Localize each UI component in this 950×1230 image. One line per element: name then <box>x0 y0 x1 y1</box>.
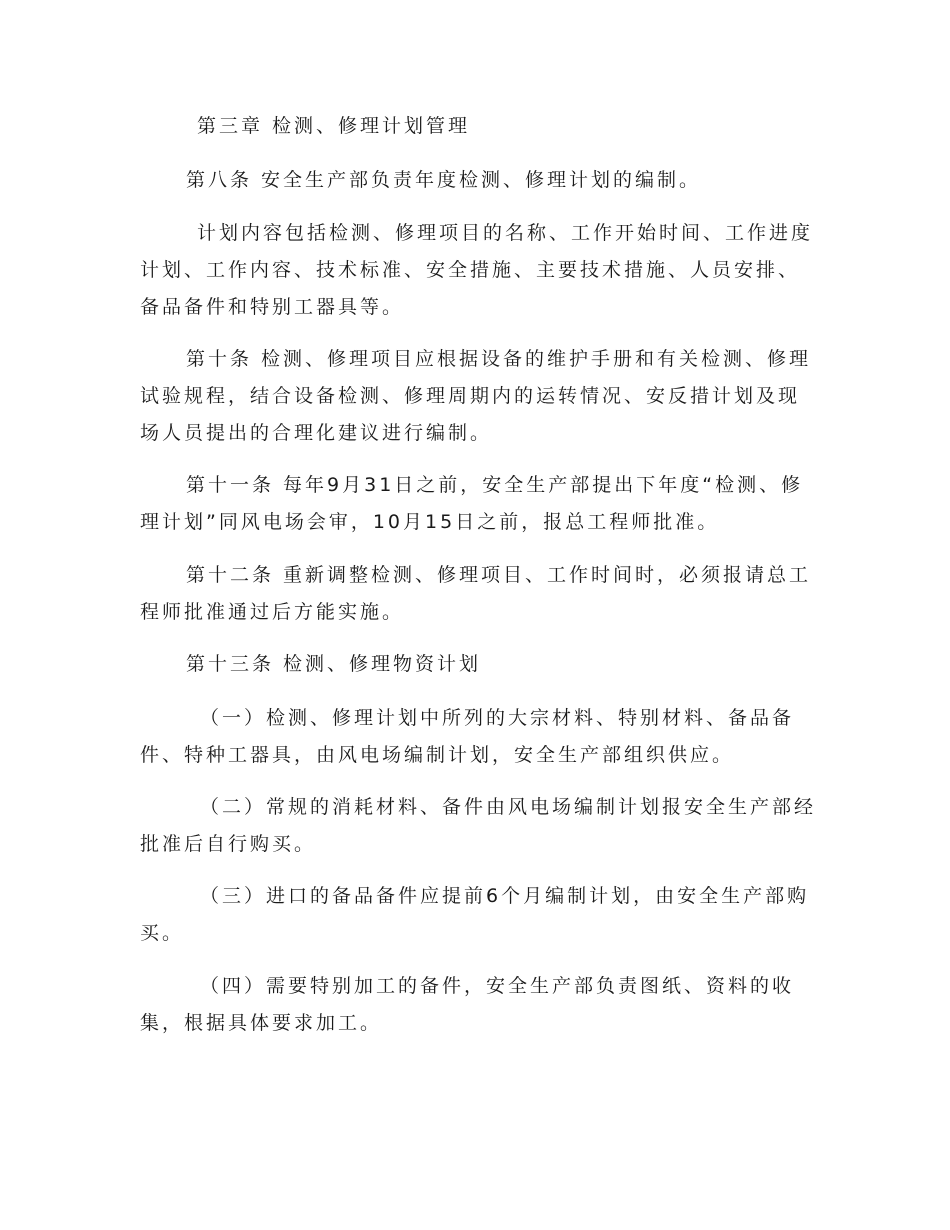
item-1-line-1: （一）检测、修理计划中所列的大宗材料、特别材料、备品备 <box>200 707 795 729</box>
article-11-line-2: 理计划”同风电场会审，10月15日之前，报总工程师批准。 <box>140 511 720 533</box>
item-4-line-2: 集，根据具体要求加工。 <box>140 1012 383 1034</box>
plan-content-line-1: 计划内容包括检测、修理项目的名称、工作开始时间、工作进度 <box>197 222 814 244</box>
plan-content-line-2: 计划、工作内容、技术标准、安全措施、主要技术措施、人员安排、 <box>140 259 801 281</box>
item-3-line-1: （三）进口的备品备件应提前6个月编制计划，由安全生产部购 <box>200 885 810 907</box>
article-8: 第八条 安全生产部负责年度检测、修理计划的编制。 <box>186 169 702 191</box>
article-10-line-3: 场人员提出的合理化建议进行编制。 <box>140 422 493 444</box>
article-10-line-2: 试验规程，结合设备检测、修理周期内的运转情况、安反措计划及现 <box>140 385 801 407</box>
chapter-title: 第三章 检测、修理计划管理 <box>197 115 471 137</box>
item-3-line-2: 买。 <box>140 922 185 944</box>
item-4-line-1: （四）需要特别加工的备件，安全生产部负责图纸、资料的收 <box>200 975 795 997</box>
item-2-line-2: 批准后自行购买。 <box>140 833 317 855</box>
article-12-line-1: 第十二条 重新调整检测、修理项目、工作时间时，必须报请总工 <box>186 564 812 586</box>
item-1-line-2: 件、特种工器具，由风电场编制计划，安全生产部组织供应。 <box>140 744 735 766</box>
article-13: 第十三条 检测、修理物资计划 <box>186 653 482 675</box>
plan-content-line-3: 备品备件和特别工器具等。 <box>140 296 405 318</box>
item-2-line-1: （二）常规的消耗材料、备件由风电场编制计划报安全生产部经 <box>200 796 817 818</box>
article-11-line-1: 第十一条 每年9月31日之前，安全生产部提出下年度“检测、修 <box>186 474 804 496</box>
article-10-line-1: 第十条 检测、修理项目应根据设备的维护手册和有关检测、修理 <box>186 348 812 370</box>
article-12-line-2: 程师批准通过后方能实施。 <box>140 601 405 623</box>
